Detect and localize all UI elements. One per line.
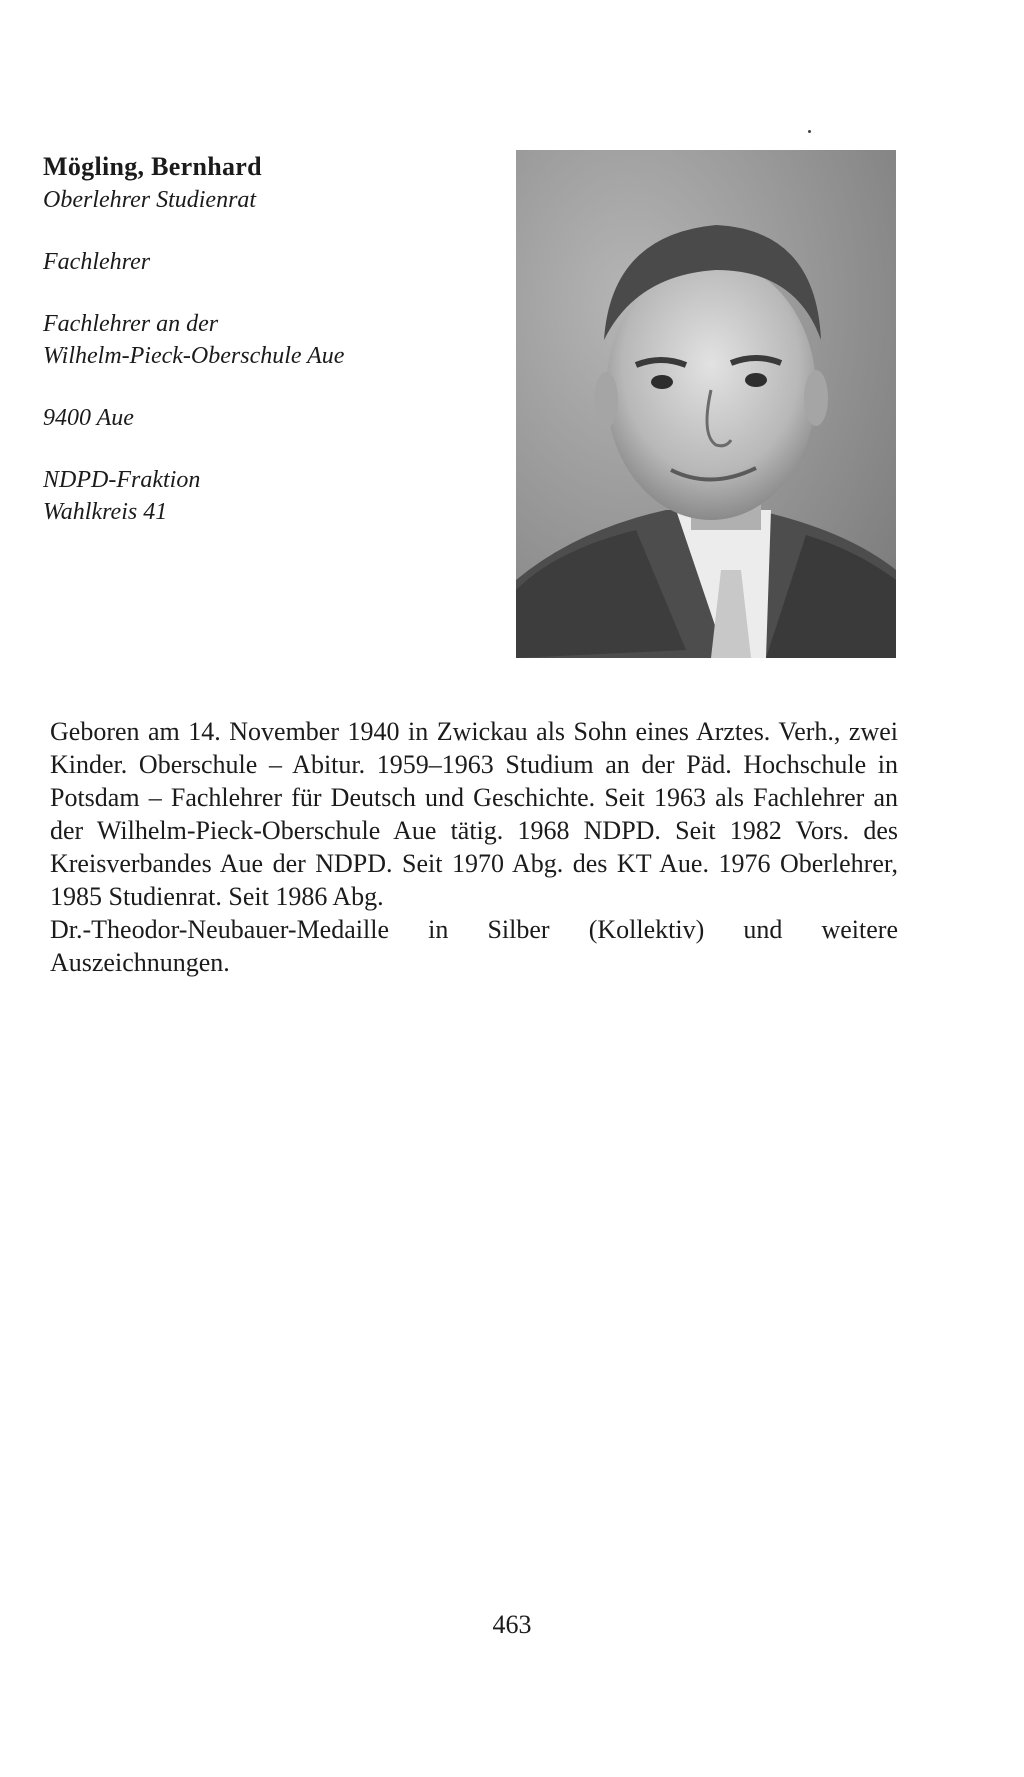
portrait-icon — [516, 150, 896, 658]
entry-profession: Fachlehrer — [43, 249, 151, 275]
entry-workplace-line1: Fachlehrer an der — [43, 311, 219, 337]
biography-paragraph: Dr.-Theodor-Neubauer-Medaille in Silber (Kollektiv) und weitere Auszeichnungen. — [50, 915, 898, 977]
biography-paragraph: Geboren am 14. November 1940 in Zwickau als Sohn eines Arztes. Verh., zwei Kinder. Oberschule – Abitur. 1959–1963 Studium an der Päd. Hochschule in Potsdam – Fachlehrer für Deutsch und Geschichte. Seit 1963 als Fachlehrer an der Wilhelm-Pieck-Oberschule Aue tätig. 1968 NDPD. Seit 1982 Vors. des Kreisverbandes Aue der NDPD. Seit 1970 Abg. des KT Aue. 1976 Oberlehrer, 1985 Studienrat. Seit 1986 Abg. — [50, 717, 898, 911]
entry-name: Mögling, Bernhard — [43, 152, 262, 181]
page-number: 463 — [492, 1610, 532, 1639]
portrait-photo — [516, 150, 896, 658]
entry-workplace-line2: Wilhelm-Pieck-Oberschule Aue — [43, 343, 345, 369]
entry-faction: NDPD-Fraktion — [43, 467, 201, 493]
entry-titles: Oberlehrer Studienrat — [43, 187, 257, 213]
entry-location: 9400 Aue — [43, 405, 134, 431]
print-speck — [808, 130, 811, 133]
entry-constituency: Wahlkreis 41 — [43, 499, 168, 525]
entry-header — [43, 150, 483, 528]
biography — [50, 715, 898, 979]
